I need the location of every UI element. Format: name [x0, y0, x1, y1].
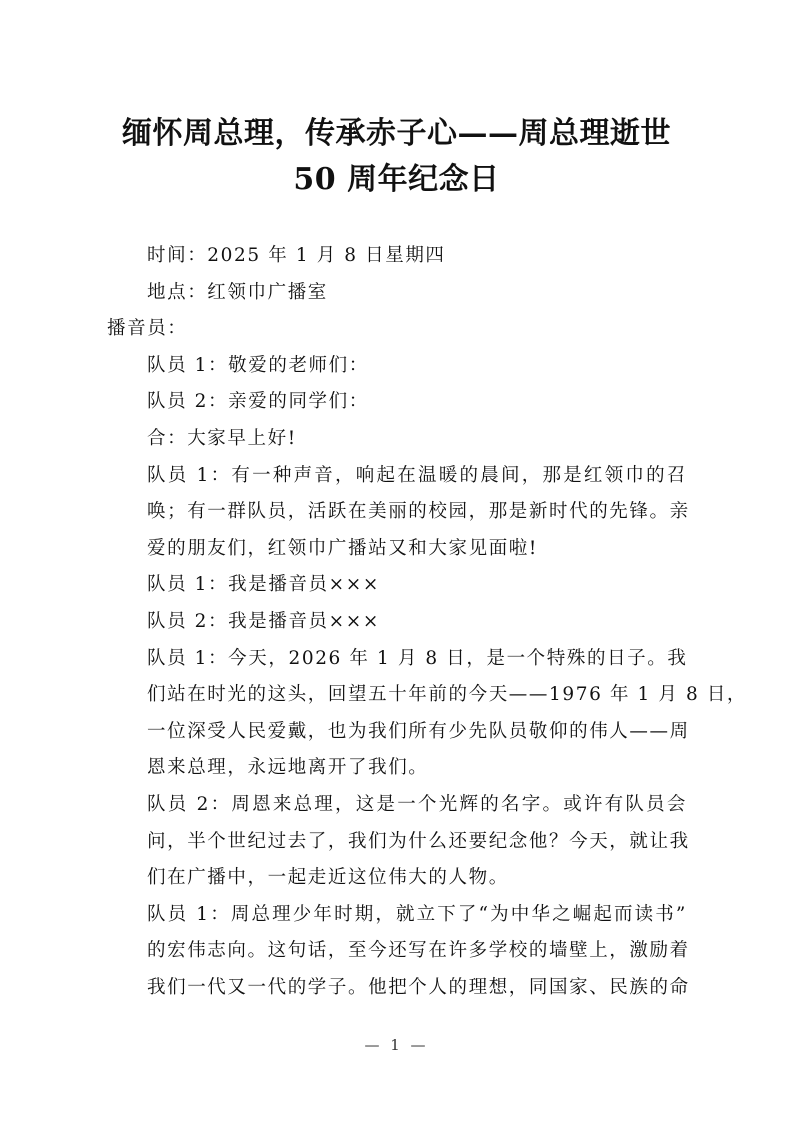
- paragraph-line: 恩来总理，永远地离开了我们。: [147, 757, 429, 779]
- paragraph-line: 队员 1：敬爱的老师们：: [147, 354, 369, 376]
- paragraph-line: 队员 1：周总理少年时期，就立下了“为中华之崛起而读书”: [147, 903, 687, 925]
- script-paragraph: [107, 897, 690, 1007]
- script-paragraph: [107, 348, 687, 385]
- meta-place: [107, 275, 687, 312]
- paragraph-line: 队员 1：我是播音员×××: [147, 574, 380, 596]
- paragraph-line: 唤；有一群队员，活跃在美丽的校园，那是新时代的先锋。亲: [147, 501, 690, 523]
- paragraph-line: 爱的朋友们，红领巾广播站又和大家见面啦!: [147, 537, 538, 559]
- title-line-2: 50 周年纪念日: [293, 162, 500, 197]
- page-number: — 1 —: [364, 1036, 429, 1054]
- announcers-label: [107, 311, 687, 348]
- paragraph-line: 的宏伟志向。这句话，至今还写在许多学校的墙壁上，激励着: [147, 940, 690, 962]
- paragraph-line: 问，半个世纪过去了，我们为什么还要纪念他？今天，就让我: [147, 830, 690, 852]
- paragraph-line: 们站在时光的这头，回望五十年前的今天——1976 年 1 月 8 日，: [147, 684, 748, 706]
- meta-time: [107, 238, 687, 275]
- script-paragraph: [107, 604, 687, 641]
- paragraph-line: 队员 1：有一种声音，响起在温暖的晨间，那是红领巾的召: [147, 464, 687, 486]
- script-paragraphs: [107, 348, 748, 1007]
- meta-time-text: 时间：2025 年 1 月 8 日星期四: [147, 245, 446, 266]
- script-paragraph: [107, 641, 748, 787]
- paragraph-line: 队员 2：周恩来总理，这是一个光辉的名字。或许有队员会: [147, 793, 687, 815]
- paragraph-line: 队员 2：我是播音员×××: [147, 610, 380, 632]
- title-line-1: 缅怀周总理，传承赤子心——周总理逝世: [122, 116, 671, 151]
- paragraph-line: 们在广播中，一起走近这位伟大的人物。: [147, 867, 509, 889]
- script-paragraph: [107, 458, 690, 568]
- script-paragraph: [107, 567, 687, 604]
- script-paragraph: [107, 384, 687, 421]
- meta-place-text: 地点：红领巾广播室: [147, 281, 328, 303]
- paragraph-line: 合：大家早上好!: [147, 427, 297, 449]
- announcers-label-text: 播音员：: [107, 318, 188, 340]
- script-paragraph: [107, 787, 690, 897]
- paragraph-line: 一位深受人民爱戴，也为我们所有少先队员敬仰的伟人——周: [147, 720, 690, 742]
- document-title: [90, 111, 703, 203]
- script-paragraph: [107, 421, 687, 458]
- paragraph-line: 队员 1：今天，2026 年 1 月 8 日，是一个特殊的日子。我: [147, 647, 688, 669]
- document-body: [107, 238, 748, 1006]
- paragraph-line: 我们一代又一代的学子。他把个人的理想，同国家、民族的命: [147, 976, 690, 998]
- paragraph-line: 队员 2：亲爱的同学们：: [147, 391, 369, 413]
